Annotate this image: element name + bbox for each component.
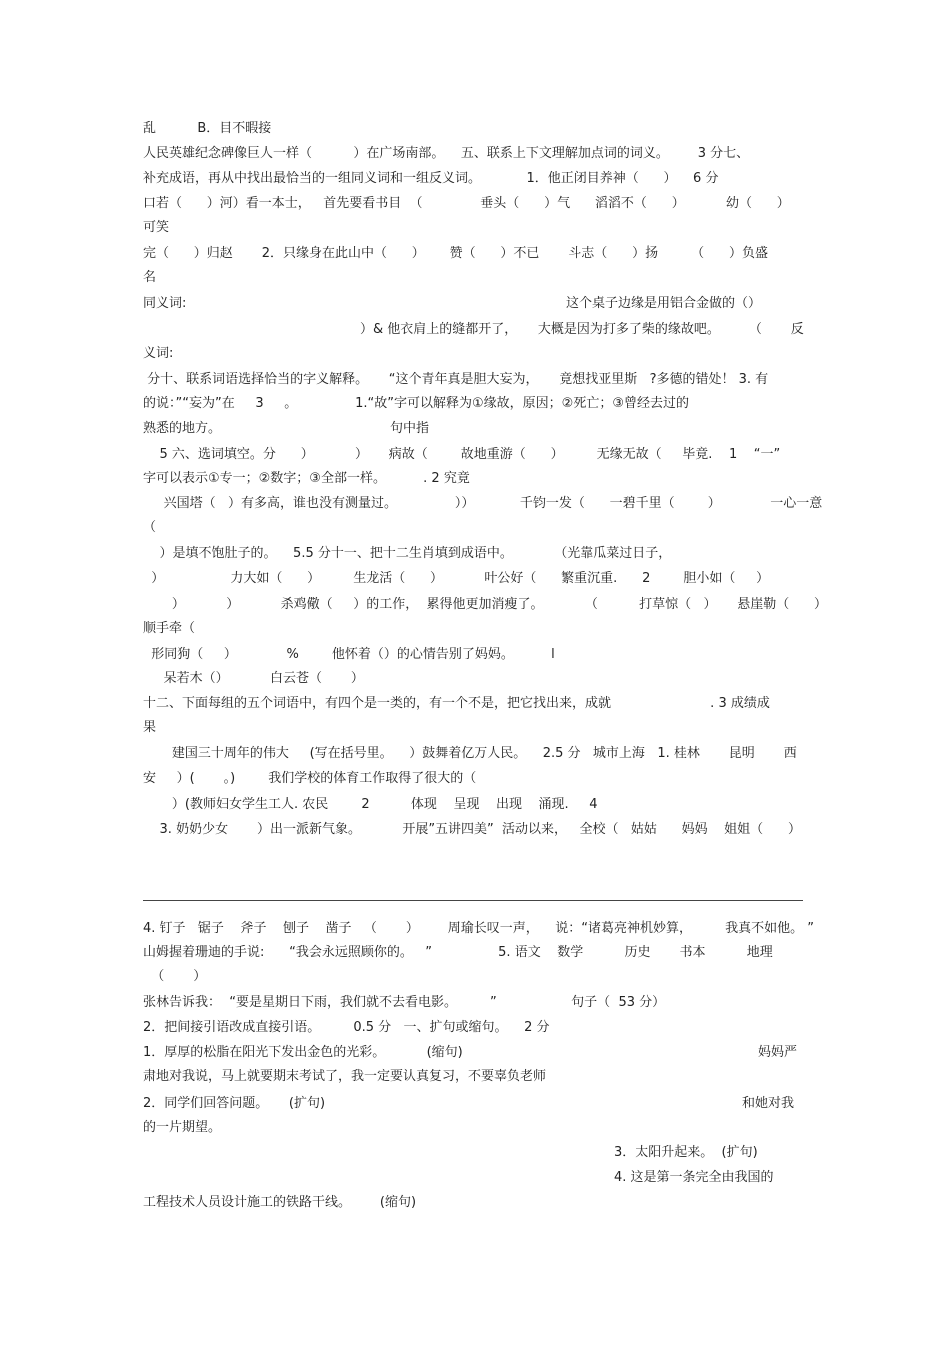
text-line: 字可以表示①专一；②数字；③全部一样。 . 2 究竟 xyxy=(143,471,470,486)
text-line: 乱 B．目不暇接 xyxy=(143,121,272,136)
text-line: 名 xyxy=(143,270,157,285)
text-line: 3. 奶奶少女 ）出一派新气象。 开展”五讲四美” 活动以来， 全校（ 姑姑 妈妈 姐姐（ ） xyxy=(143,822,801,837)
text-line: 的说：”“妄为”在 3 。 1.“故”字可以解释为①缘故，原因；②死亡；③曾经去过的 xyxy=(143,396,689,411)
text-line: 和她对我 xyxy=(742,1096,795,1111)
text-line: 熟悉的地方。 xyxy=(143,421,222,436)
text-line: 可笑 xyxy=(143,220,170,235)
text-line: 肃地对我说，马上就要期末考试了，我一定要认真复习，不要辜负老师 xyxy=(143,1069,547,1084)
text-line: 5 六、选词填空。分 ） ） 病故（ 故地重游（ ） 无缘无故（ 毕竟. 1 “一” xyxy=(143,447,781,462)
text-line: 呆若木（） 白云苍（ ） xyxy=(143,671,364,686)
text-line: ）& 他衣肩上的缝都开了， 大概是因为打多了柴的缘故吧。 （ 反 xyxy=(360,322,804,337)
text-line: 安 ）( 。) 我们学校的体育工作取得了很大的（ xyxy=(143,771,477,786)
text-line: （ ） xyxy=(143,969,207,984)
text-line: 山姆握着珊迪的手说: “我会永远照顾你的。 ” 5. 语文 数学 历史 书本 地理 xyxy=(143,945,773,960)
text-line: 妈妈严 xyxy=(758,1045,798,1060)
text-line: 2．同学们回答问题。 (扩句) xyxy=(143,1096,326,1111)
text-line: 分十、联系词语选择恰当的字义解释。 “这个青年真是胆大妄为， 竟想找亚里斯 ?多德的错处！ 3. 有 xyxy=(143,372,769,387)
text-line: 4. 钉子 锯子 斧子 刨子 凿子 （ ） 周瑜长叹一声， 说：“诸葛亮神机妙算， 我真不如他。 ” xyxy=(143,921,814,936)
text-line: 兴国塔（ ）有多高，谁也没有测量过。 ）） 千钧一发（ 一碧千里（ ） 一心一意 xyxy=(143,496,823,511)
section-divider xyxy=(143,900,803,901)
text-line: 3．太阳升起来。 (扩句) xyxy=(614,1145,758,1160)
text-line: 完（ ）归赵 2．只缘身在此山中（ ） 赞（ ）不已 斗志（ ）扬 （ ）负盛 xyxy=(143,246,768,261)
text-line: 人民英雄纪念碑像巨人一样（ ）在广场南部。 五、联系上下文理解加点词的词义。 3 分七、 xyxy=(143,146,750,161)
text-line: 张林告诉我： “要是星期日下雨，我们就不去看电影。 ” 句子（ 53 分） xyxy=(143,995,666,1010)
text-line: 这个桌子边缘是用铝合金做的（） xyxy=(566,296,762,311)
text-line: 建国三十周年的伟大 (写在括号里。 ）鼓舞着亿万人民。 2.5 分 城市上海 1. 桂林 昆明 西 xyxy=(143,746,797,761)
text-line: 形同狗（ ） % 他怀着（）的心情告别了妈妈。 l xyxy=(143,647,555,662)
text-line: 2．把间接引语改成直接引语。 0.5 分 一、扩句或缩句。 2 分 xyxy=(143,1020,550,1035)
text-line: 同义词: xyxy=(143,296,187,311)
text-line: ）是填不饱肚子的。 5.5 分十一、把十二生肖填到成语中。 （光靠瓜菜过日子， xyxy=(143,546,672,561)
text-line: 1．厚厚的松脂在阳光下发出金色的光彩。 (缩句) xyxy=(143,1045,463,1060)
text-line: 顺手牵（ xyxy=(143,621,196,636)
text-line: 十二、下面每组的五个词语中，有四个是一类的，有一个不是，把它找出来，成就 . 3 成绩成 xyxy=(143,696,770,711)
text-line: 果 xyxy=(143,720,157,735)
text-line: 的一片期望。 xyxy=(143,1120,222,1135)
text-line: （ xyxy=(143,520,157,535)
text-line: 补充成语，再从中找出最恰当的一组同义词和一组反义词。 1．他正闭目养神（ ） 6 分 xyxy=(143,171,719,186)
text-line: 工程技术人员设计施工的铁路干线。 (缩句) xyxy=(143,1195,417,1210)
text-line: ） 力大如（ ） 生龙活（ ） 叶公好（ 繁重沉重. 2 胆小如（ ） xyxy=(143,571,770,586)
text-line: 义词: xyxy=(143,346,174,361)
text-line: 口若（ ）河）看一本士， 首先要看书目 （ 垂头（ ）气 滔滔不（ ） 幼（ ） xyxy=(143,196,790,211)
text-line: 4. 这是第一条完全由我国的 xyxy=(614,1170,774,1185)
text-line: ）(教师妇女学生工人. 农民 2 体现 呈现 出现 涌现. 4 xyxy=(143,797,598,812)
text-line: ） ） 杀鸡儆（ ）的工作， 累得他更加消瘦了。 （ 打草惊（ ） 悬崖勒（ ） xyxy=(143,597,827,612)
text-line: 句中指 xyxy=(390,421,430,436)
